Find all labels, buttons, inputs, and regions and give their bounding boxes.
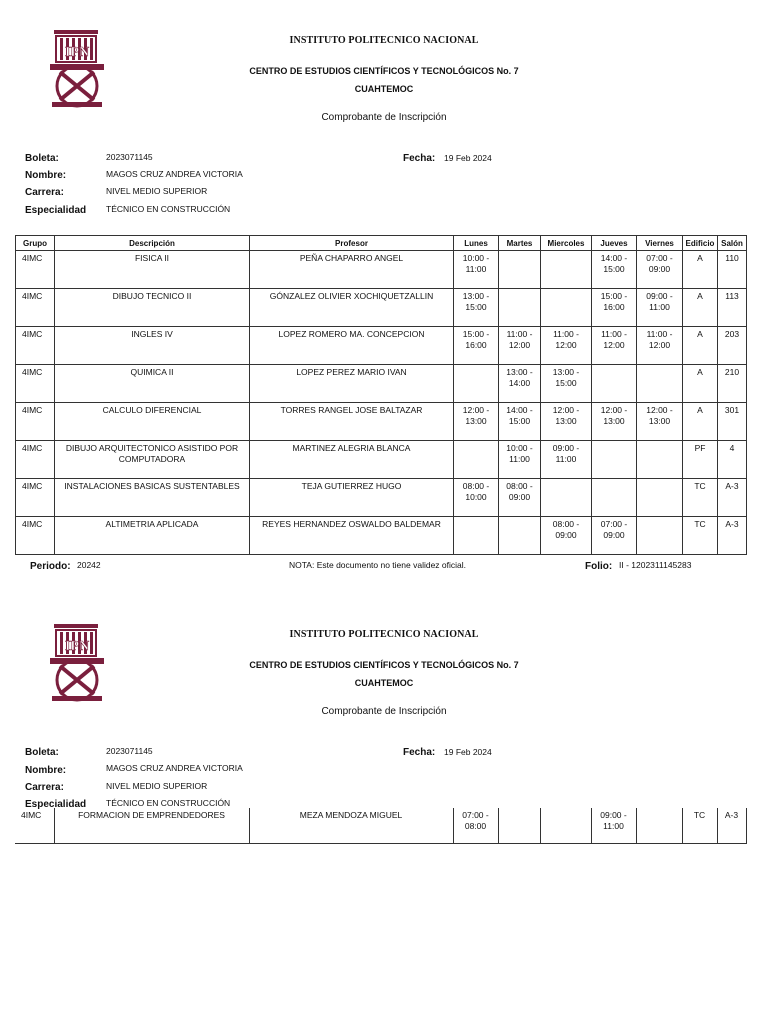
cell-jueves [592,403,637,441]
folio-label: Folio: [585,561,613,572]
document-title: Comprobante de Inscripción [321,112,447,123]
logo-text: IPN [64,45,90,60]
time-end: 09:00 [555,530,577,540]
cell-lunes [454,517,499,555]
cell-martes [498,808,540,844]
cell-salon: 203 [718,327,747,365]
fecha-value: 19 Feb 2024 [444,153,492,163]
cell-viernes [637,479,683,517]
center-name-2: CENTRO DE ESTUDIOS CIENTÍFICOS Y TECNOLÓGICOS No. 7 [249,660,519,670]
boleta-value-2: 2023071145 [106,746,153,756]
especialidad-value-2: TÉCNICO EN CONSTRUCCIÓN [106,798,231,808]
cell-profesor: TEJA GUTIERREZ HUGO [250,479,454,517]
time-end: 13:00 [648,416,671,426]
cell-descripcion: QUIMICA II [55,365,250,403]
fecha-label: Fecha: [403,153,436,164]
schedule-table [15,235,747,555]
cell-descripcion: DIBUJO TECNICO II [55,289,250,327]
cell-miercoles [541,517,592,555]
cell-jueves [591,808,636,844]
nombre-label: Nombre: [25,170,67,181]
time-end: 08:00 [464,821,487,831]
time-end: 09:00 [648,264,671,274]
cell-profesor: LOPEZ PEREZ MARIO IVAN [250,365,454,403]
time-start: 11:00 - [553,329,579,339]
table-row [16,327,747,365]
time-end: 15:00 [508,416,531,426]
time-start: 11:00 - [601,329,627,339]
cell-viernes [637,365,683,403]
cell-miercoles [541,441,592,479]
cell-profesor: TORRES RANGEL JOSE BALTAZAR [250,403,454,441]
table-row [15,808,746,844]
cell-descripcion: INSTALACIONES BASICAS SUSTENTABLES [55,479,250,517]
especialidad-label: Especialidad [25,205,87,216]
campus-name-2: CUAHTEMOC [354,678,414,688]
time-start: 08:00 - [506,481,533,491]
time-start: 12:00 - [552,405,580,415]
time-end: 15:00 [465,302,487,312]
nombre-label-2: Nombre: [25,765,67,776]
cell-grupo: 4IMC [16,251,55,289]
cell-grupo: 4IMC [16,403,55,441]
cell-miercoles [541,365,592,403]
cell-miercoles [541,403,592,441]
time-end: 11:00 [603,821,624,831]
cell-edificio: A [683,365,718,403]
cell-jueves [592,441,637,479]
time-start: 14:00 - [506,405,533,415]
cell-salon: 4 [718,441,747,479]
cell-grupo: 4IMC [15,808,54,844]
table-row [16,403,747,441]
carrera-label-2: Carrera: [25,782,64,793]
cell-martes [499,327,541,365]
header-salon: Salón [718,236,747,251]
table-row [16,479,747,517]
cell-lunes [454,365,499,403]
cell-martes [499,479,541,517]
header-grupo: Grupo [16,236,55,251]
time-end: 11:00 [555,454,577,464]
cell-lunes [454,403,499,441]
cell-miercoles [541,251,592,289]
cell-salon: 301 [718,403,747,441]
cell-salon: 210 [718,365,747,403]
cell-viernes [637,327,683,365]
nota-text: NOTA: Este documento no tiene validez oficial. [289,560,467,570]
cell-martes [499,365,541,403]
cell-grupo: 4IMC [16,479,55,517]
time-start: 14:00 - [600,253,628,263]
time-start: 07:00 - [600,519,628,529]
time-end: 13:00 [465,416,487,426]
header-descripcion: Descripción [55,236,250,251]
cell-jueves [592,479,637,517]
time-start: 10:00 - [506,443,533,453]
cell-miercoles [541,327,592,365]
time-end: 12:00 [508,340,531,350]
cell-lunes [454,327,499,365]
time-start: 07:00 - [462,810,489,820]
carrera-value-2: NIVEL MEDIO SUPERIOR [106,781,208,791]
cell-descripcion: FORMACION DE EMPRENDEDORES [54,808,249,844]
periodo-label: Periodo: [30,561,71,572]
cell-martes [499,403,541,441]
time-end: 11:00 [465,264,487,274]
time-end: 12:00 [648,340,671,350]
time-end: 14:00 [508,378,531,388]
cell-profesor: LOPEZ ROMERO MA. CONCEPCION [250,327,454,365]
logo-text-2: IPN [64,639,90,654]
header-lunes: Lunes [454,236,499,251]
table-row [16,517,747,555]
table-row [16,289,747,327]
cell-descripcion: CALCULO DIFERENCIAL [55,403,250,441]
time-start: 12:00 - [462,405,490,415]
especialidad-value: TÉCNICO EN CONSTRUCCIÓN [106,204,231,214]
cell-edificio: A [683,289,718,327]
folio-value: II - 1202311145283 [619,560,692,570]
cell-edificio: TC [683,517,718,555]
time-end: 12:00 [555,340,577,350]
cell-viernes [636,808,682,844]
cell-descripcion: FISICA II [55,251,250,289]
nombre-value: MAGOS CRUZ ANDREA VICTORIA [106,169,243,179]
cell-profesor: MEZA MENDOZA MIGUEL [249,808,453,844]
cell-profesor: MARTINEZ ALEGRIA BLANCA [250,441,454,479]
time-end: 09:00 [603,530,625,540]
time-end: 11:00 [509,454,530,464]
boleta-label-2: Boleta: [25,747,59,758]
center-name: CENTRO DE ESTUDIOS CIENTÍFICOS Y TECNOLÓGICOS No. 7 [249,66,519,76]
schedule-header-row [16,236,747,251]
cell-martes [499,517,541,555]
time-start: 13:00 - [462,291,490,301]
cell-martes [499,289,541,327]
cell-martes [499,251,541,289]
cell-jueves [592,289,637,327]
time-end: 09:00 [508,492,531,502]
cell-lunes [454,251,499,289]
cell-grupo: 4IMC [16,365,55,403]
time-end: 16:00 [465,340,487,350]
time-start: 15:00 - [462,329,490,339]
boleta-value: 2023071145 [106,152,153,162]
cell-viernes [637,403,683,441]
cell-viernes [637,441,683,479]
time-start: 15:00 - [600,291,628,301]
institution-title-2: INSTITUTO POLITECNICO NACIONAL [289,629,479,640]
cell-profesor: PEÑA CHAPARRO ANGEL [250,251,454,289]
header-jueves: Jueves [592,236,637,251]
cell-grupo: 4IMC [16,441,55,479]
cell-edificio: A [683,251,718,289]
header-profesor: Profesor [250,236,454,251]
cell-jueves [592,365,637,403]
time-start: 12:00 - [646,405,673,415]
fecha-value-2: 19 Feb 2024 [444,747,492,757]
time-end: 15:00 [555,378,577,388]
header-miercoles: Miercoles [541,236,592,251]
time-end: 12:00 [603,340,625,350]
header-martes: Martes [499,236,541,251]
time-end: 15:00 [603,264,625,274]
time-start: 08:00 - [552,519,580,529]
cell-lunes [453,808,498,844]
carrera-value: NIVEL MEDIO SUPERIOR [106,186,208,196]
cell-descripcion: INGLES IV [55,327,250,365]
time-start: 13:00 - [506,367,533,377]
cell-jueves [592,251,637,289]
time-end: 16:00 [603,302,625,312]
cell-grupo: 4IMC [16,327,55,365]
table-row [16,365,747,403]
schedule-table-continued [15,808,747,844]
table-row [16,441,747,479]
cell-jueves [592,327,637,365]
cell-edificio: A [683,403,718,441]
header-viernes: Viernes [637,236,683,251]
cell-salon: 113 [718,289,747,327]
time-end: 13:00 [603,416,625,426]
institution-title: INSTITUTO POLITECNICO NACIONAL [289,35,479,46]
time-start: 11:00 - [646,329,673,339]
boleta-label: Boleta: [25,153,59,164]
header-edificio: Edificio [683,236,718,251]
time-start: 11:00 - [506,329,533,339]
cell-martes [499,441,541,479]
cell-profesor: GÓNZALEZ OLIVIER XOCHIQUETZALLIN [250,289,454,327]
cell-viernes [637,289,683,327]
document-title-2: Comprobante de Inscripción [321,706,447,717]
table-row [16,251,747,289]
cell-grupo: 4IMC [16,517,55,555]
periodo-value: 20242 [77,560,101,570]
cell-lunes [454,289,499,327]
time-start: 07:00 - [646,253,673,263]
time-start: 10:00 - [462,253,490,263]
especialidad-label-2: Especialidad [25,799,87,810]
cell-viernes [637,251,683,289]
time-start: 09:00 - [646,291,673,301]
nombre-value-2: MAGOS CRUZ ANDREA VICTORIA [106,763,243,773]
time-end: 10:00 [465,492,487,502]
cell-lunes [454,441,499,479]
carrera-label: Carrera: [25,187,64,198]
cell-viernes [637,517,683,555]
cell-miercoles [540,808,591,844]
time-start: 08:00 - [462,481,490,491]
cell-salon: 110 [718,251,747,289]
cell-edificio: PF [683,441,718,479]
cell-profesor: REYES HERNANDEZ OSWALDO BALDEMAR [250,517,454,555]
time-start: 09:00 - [552,443,580,453]
time-end: 13:00 [555,416,577,426]
fecha-label-2: Fecha: [403,747,436,758]
cell-salon: A-3 [717,808,746,844]
cell-edificio: TC [682,808,717,844]
cell-grupo: 4IMC [16,289,55,327]
cell-salon: A-3 [718,479,747,517]
time-end: 11:00 [649,302,670,312]
cell-descripcion: ALTIMETRIA APLICADA [55,517,250,555]
cell-edificio: TC [683,479,718,517]
cell-miercoles [541,479,592,517]
campus-name: CUAHTEMOC [354,84,414,94]
cell-edificio: A [683,327,718,365]
cell-salon: A-3 [718,517,747,555]
cell-descripcion: DIBUJO ARQUITECTONICO ASISTIDO POR COMPUTADORA [55,441,250,479]
cell-jueves [592,517,637,555]
time-start: 13:00 - [552,367,580,377]
cell-miercoles [541,289,592,327]
cell-lunes [454,479,499,517]
time-start: 12:00 - [600,405,628,415]
time-start: 09:00 - [600,810,627,820]
